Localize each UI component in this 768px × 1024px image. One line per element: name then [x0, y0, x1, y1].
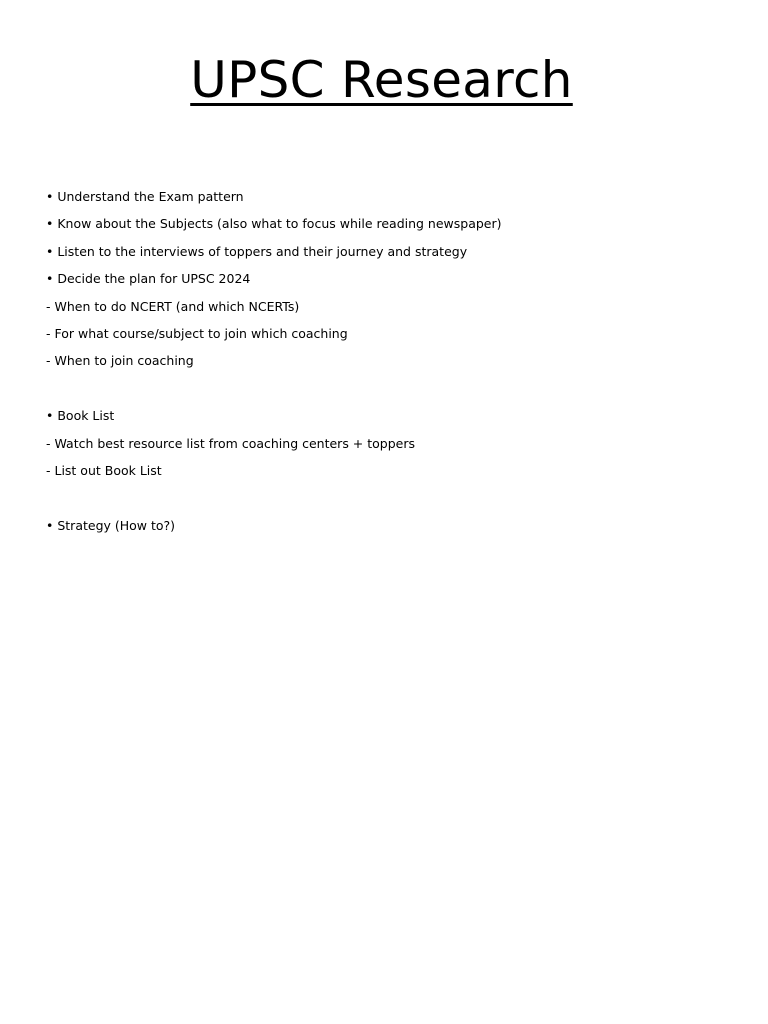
sub-list-item: - When to do NCERT (and which NCERTs) — [46, 298, 300, 314]
sub-list-item: - Watch best resource list from coaching centers + toppers — [46, 435, 416, 451]
list-item: • Listen to the interviews of toppers and their journey and strategy — [46, 243, 468, 259]
sub-list-item: - For what course/subject to join which coaching — [46, 325, 348, 341]
list-item: • Understand the Exam pattern — [46, 189, 244, 204]
blank-line — [46, 484, 726, 511]
document-title: UPSC Research — [190, 51, 573, 109]
list-item: • Strategy (How to?) — [46, 517, 176, 533]
sub-list-item: - List out Book List — [46, 462, 162, 478]
blank-line — [46, 375, 726, 402]
document-body — [46, 183, 726, 539]
list-item: • Book List — [46, 408, 115, 424]
list-item: • Decide the plan for UPSC 2024 — [46, 271, 251, 287]
sub-list-item: - When to join coaching — [46, 353, 194, 369]
list-item: • Know about the Subjects (also what to focus while reading newspaper) — [46, 216, 502, 232]
